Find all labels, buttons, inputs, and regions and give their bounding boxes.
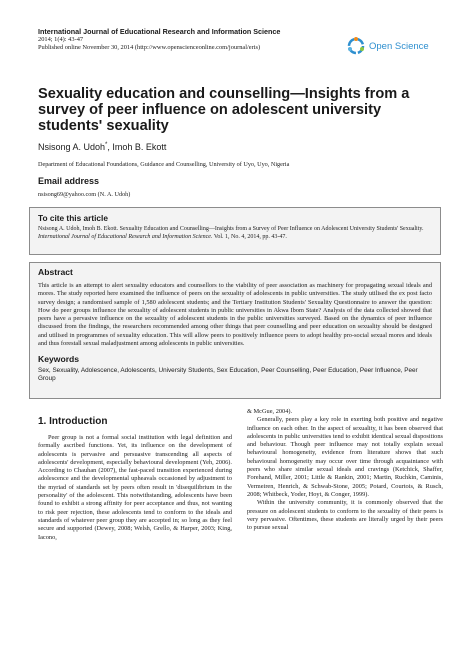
authors [38, 142, 166, 152]
abstract-text: This article is an attempt to alert sexuality educators and counsellors to the viability of peer association as machinery for propagating sexual ideals and mores. The study reported here examined the influence of peers on the sexuality of adolescents in public universities. The study utilised the ex post facto survey design; a randomised sample of 1,580 adolescent students; and the Tertiary Institution Students' Sexuality Questionnaire to answer the question: How do peer groups influence the sexuality of adolescent students in public universities in Akwa Ibom State? Analysis of the data collected showed that peers have a pervasive influence on the sexuality of adolescent students in the public universities surveyed. Based on the dynamics of peer influence discussed from the findings, the researchers recommended among other things that peer counselling and peer education on sexuality should be designed and utilised in programmes of sexuality education. This will allow peers to positively influence peers to adopt healthy pro-social sexual mores and ideals and thus forestall sexual maladjustment among adolescents in public universities. [38, 282, 432, 347]
keywords-heading: Keywords [38, 354, 80, 364]
paragraph-continuation: & McGue, 2004). [247, 408, 293, 415]
citation-tail: . Vol. 1, No. 4, 2014, pp. 43-47. [210, 234, 287, 240]
citation-text [38, 225, 432, 241]
section-heading: 1. Introduction [38, 416, 108, 427]
cite-heading: To cite this article [38, 213, 108, 223]
paragraph: Within the university community, it is commonly observed that the pressure on adolescent students to conform to the sexuality of their peers is very pervasive. Oftentimes, these students are literally urged by their peers to pursue sexual [247, 499, 443, 532]
email-address: nsisong69@yahoo.com (N. A. Udoh) [38, 191, 131, 198]
affiliation: Department of Educational Foundations, Guidance and Counselling, University of Uyo, Uyo, Nigeria [38, 161, 290, 168]
paragraph: Generally, peers play a key role in exerting both positive and negative influence on each other. In the aspect of sexuality, it has been observed that adolescents in public universities tend to exhibit identical sexual dispositions and behaviour. Though peer influence may not totally explain sexual behavioural homogeneity, evidence from literature shows that such behavioural homogeneity may occur over time through acquaintance with peers who share similar sexual ideals and cravings (Ketchick, Shaffer, Forehand, Miller, 2001; Little & Rankin, 2001; Martin, Ruchkin, Caminis, Vermeiren, Henrich, & Schwab-Stone, 2005; Potard, Courtois, & Rusch, 2008; Whitbeck, Yoder, Hoyt, & Conger, 1999). [247, 416, 443, 498]
journal-name: International Journal of Educational Research and Information Science [38, 27, 281, 36]
logo-text: Open Science [369, 40, 429, 52]
paper-title: Sexuality education and counselling—Insights from a survey of peer influence on adolescent university students' sexuality [38, 86, 410, 134]
corresponding-mark: * [105, 142, 108, 148]
keywords-text: Sex, Sexuality, Adolescence, Adolescents, University Students, Sex Education, Peer Counselling, Peer Education, Peer Influence, Peer Group [38, 367, 418, 383]
open-science-logo-icon [346, 36, 366, 56]
author-2: , Imoh B. Ekott [107, 142, 167, 152]
abstract-heading: Abstract [38, 267, 73, 277]
journal-header [38, 27, 338, 52]
published-line: Published online November 30, 2014 (http://www.openscienceonline.com/journal/eris) [38, 44, 261, 51]
abstract-box [29, 262, 441, 399]
author-1: Nsisong A. Udoh [38, 142, 106, 152]
email-heading: Email address [38, 176, 100, 186]
paragraph: Peer group is not a formal social institution with legal definition and formally ascribed functions. Yet, its influence on the development of adolescents is pervasive and persuasive transcending all aspects of adolescents' development, especially behavioural development (Yeh, 2006). According to Chauhan (2007), the fast-paced transition experienced during adolescence and the developmental upheavals occasioned by adjustment to the myriad of standards set by peers often result in 'disequilibrium in the personality' of the adolescent. This notwithstanding, adolescents have been found to exhibit a strong affinity for peer acceptance and thus, not wanting to risk peer rejection, these adolescents tend to conform to the ideals and standards of whatever peer group they are accepted in; so long as they feel secure and supported (Dewey, 2008; Welsh, Grello, & Harper, 2003; King, Iacono, [38, 434, 232, 541]
cite-box [29, 207, 441, 255]
body-column-left [38, 434, 232, 542]
citation-body: Nsisong A. Udoh, Imoh B. Ekott. Sexuality Education and Counselling—Insights from a Survey of Peer Influence on Adolescent University Students' Sexuality. [38, 226, 424, 232]
volume-line: 2014; 1(4): 43-47 [38, 36, 84, 43]
citation-journal: International Journal of Educational Research and Information Science [38, 234, 211, 240]
publisher-logo [346, 36, 429, 56]
body-column-right [247, 408, 443, 532]
